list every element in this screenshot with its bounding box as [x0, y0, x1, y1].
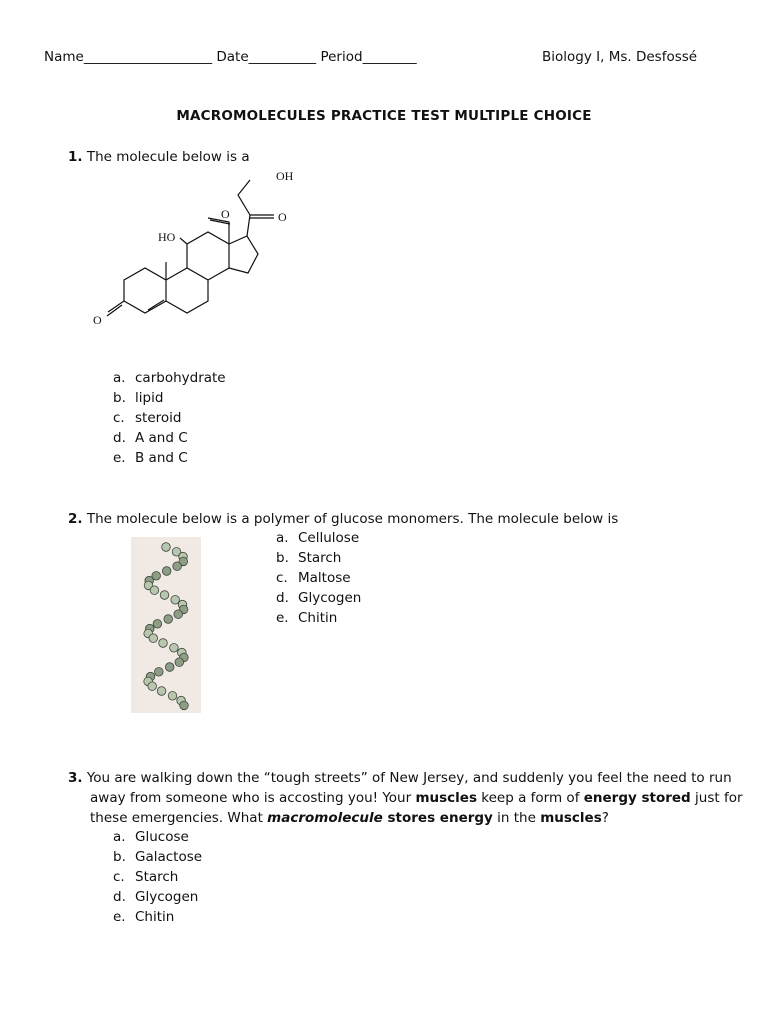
choice-item[interactable]: d. A and C — [113, 430, 188, 446]
glucose-bead — [153, 620, 162, 629]
course-label: Biology I, Ms. Desfossé — [542, 49, 698, 65]
question-2-choices — [276, 528, 361, 628]
glycogen-helix-image — [131, 537, 201, 713]
name-label: Name — [44, 49, 84, 65]
question-text-line-1: You are walking down the “tough streets” of New Jersey, and suddenly you feel the need to run — [86, 770, 732, 786]
choice-item[interactable]: d. Glycogen — [276, 590, 362, 606]
question-text-line-3: these emergencies. What macromolecule stores energy in the muscles? — [90, 810, 609, 826]
o-aldehyde-label: O — [221, 207, 230, 221]
header-fields — [44, 49, 417, 65]
date-label: Date — [216, 49, 249, 65]
glucose-bead — [175, 658, 184, 667]
glucose-bead — [170, 644, 179, 653]
question-text: The molecule below is a — [86, 149, 250, 165]
name-blank[interactable]: ___________________ — [83, 49, 213, 65]
glucose-bead — [165, 663, 174, 672]
glucose-bead — [162, 567, 171, 576]
glucose-bead — [157, 687, 166, 696]
choice-item[interactable]: e. Chitin — [113, 909, 175, 925]
choice-item[interactable]: d. Glycogen — [113, 889, 199, 905]
date-blank[interactable]: __________ — [248, 49, 317, 65]
question-3 — [68, 768, 743, 828]
choice-item[interactable]: c. Maltose — [276, 570, 351, 586]
glucose-bead — [148, 682, 157, 691]
period-blank[interactable]: ________ — [362, 49, 417, 65]
page-title: MACROMOLECULES PRACTICE TEST MULTIPLE CHOICE — [176, 108, 592, 124]
choice-item[interactable]: b. Starch — [276, 550, 342, 566]
ho-label: HO — [158, 230, 176, 244]
glucose-bead — [150, 586, 159, 595]
choice-item[interactable]: a. Glucose — [113, 829, 189, 845]
glucose-bead — [173, 562, 182, 571]
choice-item[interactable]: c. steroid — [113, 410, 182, 426]
question-2 — [68, 511, 618, 527]
question-3-choices — [113, 827, 202, 927]
question-text: The molecule below is a polymer of glucose monomers. The molecule below is — [86, 511, 619, 527]
glucose-bead — [164, 615, 173, 624]
glucose-bead — [155, 668, 164, 677]
o-ketone-label: O — [278, 210, 287, 224]
choice-item[interactable]: a. Cellulose — [276, 530, 360, 546]
glucose-bead — [160, 591, 169, 600]
choice-item[interactable]: b. Galactose — [113, 849, 203, 865]
question-number: 2. — [68, 511, 83, 527]
glucose-bead — [149, 634, 158, 643]
choice-item[interactable]: e. Chitin — [276, 610, 338, 626]
question-number: 3. — [68, 770, 83, 786]
question-1-choices — [113, 368, 226, 468]
steroid-molecule-diagram — [88, 160, 328, 335]
glucose-bead — [168, 692, 177, 701]
choice-item[interactable]: a. carbohydrate — [113, 370, 226, 386]
choice-item[interactable]: b. lipid — [113, 390, 164, 406]
choice-item[interactable]: c. Starch — [113, 869, 179, 885]
glucose-bead — [162, 543, 171, 552]
o-left-label: O — [93, 313, 102, 327]
oh-label: OH — [276, 169, 294, 183]
glucose-bead — [159, 639, 168, 648]
question-text-line-2: away from someone who is accosting you! Your muscles keep a form of energy stored just for — [90, 790, 743, 806]
period-label: Period — [320, 49, 363, 65]
glucose-bead — [174, 610, 183, 619]
question-number: 1. — [68, 149, 83, 165]
glucose-bead — [180, 701, 189, 710]
choice-item[interactable]: e. B and C — [113, 450, 188, 466]
